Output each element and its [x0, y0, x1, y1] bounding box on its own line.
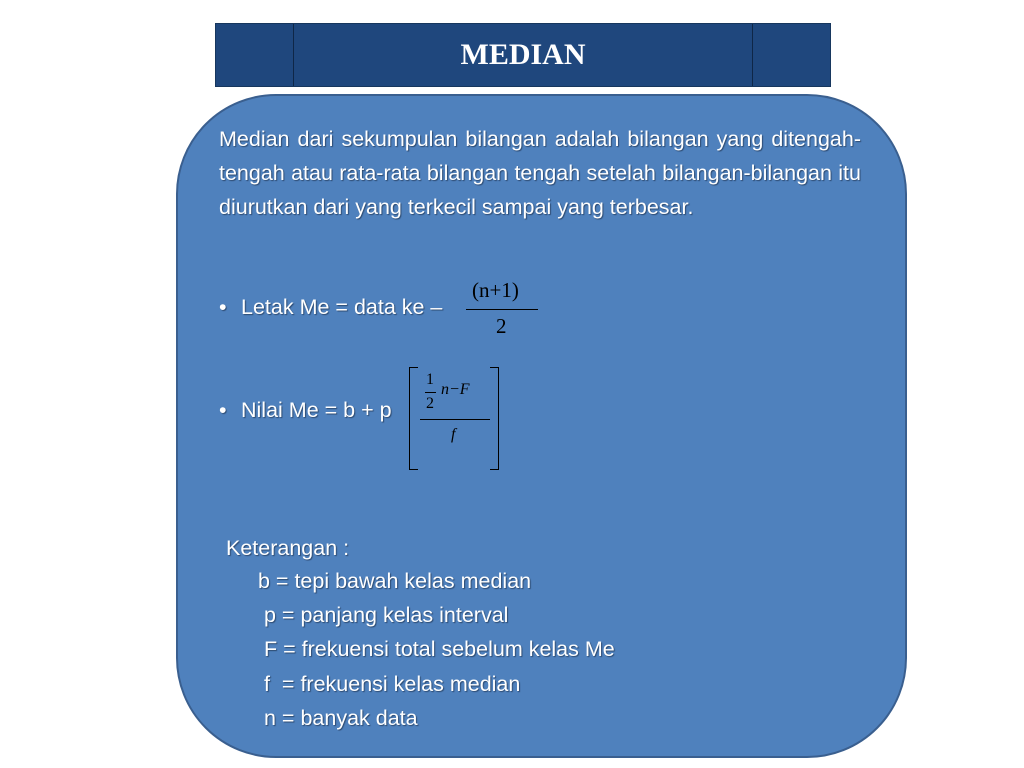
bullet-letak-text: Letak Me = data ke –: [241, 295, 443, 319]
slide-title: MEDIAN: [460, 38, 586, 71]
formula1-fraction-line: [466, 309, 538, 310]
keterangan-item: F = frekuensi total sebelum kelas Me: [264, 637, 615, 661]
formula2-denominator: f: [451, 426, 456, 443]
right-bracket: [490, 367, 499, 470]
bullet-letak-me: [219, 295, 442, 320]
median-definition: Median dari sekumpulan bilangan adalah bilangan yang ditengah-tengah atau rata-rata bilangan tengah setelah bilangan-bilangan itu diurutkan dari yang terkecil sampai yang terbesar.: [219, 127, 861, 219]
title-bar: [215, 23, 831, 87]
keterangan-item: p = panjang kelas interval: [264, 603, 509, 627]
bullet-dot: •: [219, 398, 227, 422]
formula1-denominator: 2: [496, 314, 507, 338]
formula2-half-numerator: 1: [426, 371, 434, 388]
keterangan-item: b = tepi bawah kelas median: [258, 569, 532, 593]
bullet-dot: •: [219, 295, 227, 319]
formula2-half-denominator: 2: [426, 395, 434, 412]
keterangan-item: n = banyak data: [264, 706, 418, 730]
title-bar-right-cell: [752, 24, 830, 86]
formula2-half-line: [425, 392, 436, 393]
bullet-nilai-text: Nilai Me = b + p: [241, 398, 392, 422]
left-bracket: [409, 367, 418, 470]
bullet-nilai-me: [219, 398, 392, 423]
keterangan-heading: Keterangan :: [226, 536, 350, 560]
formula2-term: n−F: [441, 381, 470, 398]
formula2-fraction-line: [420, 419, 490, 420]
keterangan-item: f = frekuensi kelas median: [264, 672, 521, 696]
formula1-numerator: (n+1): [472, 278, 519, 302]
